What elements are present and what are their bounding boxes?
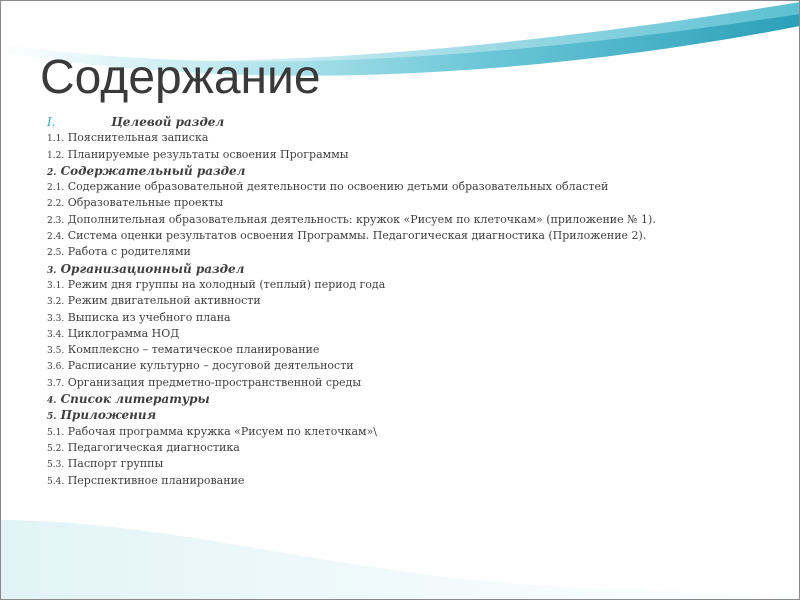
toc-text: Комплексно – тематическое планирование [67, 343, 320, 357]
toc-number: 3.3. [47, 313, 65, 324]
toc-number: 3.1. [47, 280, 65, 291]
toc-text: Педагогическая диагностика [67, 440, 240, 454]
toc-item [47, 358, 747, 374]
toc-section-heading [47, 407, 747, 423]
toc-item [47, 375, 747, 391]
toc-number: 2.4. [47, 232, 65, 243]
toc-text: Образовательные проекты [67, 196, 224, 210]
toc-item [47, 440, 747, 456]
toc-number: 2.1. [47, 183, 65, 194]
toc-number: 4. [47, 396, 57, 407]
toc-number: 2.5. [47, 248, 65, 259]
toc-text: Расписание культурно – досуговой деятельности [67, 359, 354, 373]
toc-item [47, 147, 747, 163]
toc-number: 3.6. [47, 362, 65, 373]
toc-item [47, 473, 747, 489]
toc-text: Режим двигательной активности [67, 294, 261, 308]
toc-text: Приложения [60, 408, 157, 423]
toc-number: 3.5. [47, 346, 65, 357]
toc-section-heading [47, 114, 747, 130]
toc-text: Организация предметно-пространственной среды [67, 375, 362, 389]
toc-item [47, 179, 747, 195]
toc-text: Организационный раздел [60, 261, 245, 276]
toc-text: Содержание образовательной деятельности по освоению детьми образовательных областей [67, 180, 609, 194]
toc-item [47, 195, 747, 211]
toc-text: Целевой раздел [111, 115, 225, 129]
toc-number: 2.3. [47, 215, 65, 226]
toc-number: 3.2. [47, 297, 65, 308]
toc-item [47, 244, 747, 260]
toc-number: 3. [47, 265, 57, 276]
toc-section-heading [47, 261, 747, 277]
toc-number: 5.4. [47, 476, 65, 487]
toc-section-heading [47, 163, 747, 179]
toc-text: Перспективное планирование [67, 473, 245, 487]
toc-number: 1.1. [47, 134, 65, 145]
toc-number: 1.2. [47, 150, 65, 161]
toc-number: 3.4. [47, 329, 65, 340]
toc-item [47, 228, 747, 244]
toc-item [47, 277, 747, 293]
toc-number: 3.7. [47, 378, 65, 389]
toc-text: Пояснительная записка [67, 131, 209, 145]
toc-number: 2.2. [47, 199, 65, 210]
toc-number: 5. [47, 412, 57, 423]
toc-item [47, 424, 747, 440]
toc-number: 5.3. [47, 460, 65, 471]
toc-text: Выписка из учебного плана [67, 310, 231, 324]
toc-item [47, 293, 747, 309]
toc-text: Паспорт группы [67, 457, 164, 471]
toc-text: Содержательный раздел [60, 163, 246, 178]
toc-text: Список литературы [60, 392, 210, 407]
toc-item [47, 130, 747, 146]
toc-item [47, 212, 747, 228]
toc-text: Дополнительная образовательная деятельность: кружок «Рисуем по клеточкам» (приложение № 1). [67, 212, 656, 226]
toc-number: 5.1. [47, 427, 65, 438]
toc-number: 2. [47, 167, 57, 178]
toc-text: Система оценки результатов освоения Программы. Педагогическая диагностика (Приложение 2). [67, 229, 647, 243]
toc-item [47, 342, 747, 358]
toc-text: Планируемые результаты освоения Программы [67, 147, 349, 161]
toc-item [47, 456, 747, 472]
toc-number: I. [47, 115, 56, 129]
slide-title: Содержание [40, 51, 321, 104]
toc-item [47, 310, 747, 326]
toc-section-heading [47, 391, 747, 407]
toc-text: Циклограмма НОД [67, 326, 180, 340]
toc-number: 5.2. [47, 443, 65, 454]
toc-item [47, 326, 747, 342]
toc-text: Режим дня группы на холодный (теплый) период года [67, 277, 386, 291]
table-of-contents [47, 114, 747, 489]
toc-text: Работа с родителями [67, 245, 191, 259]
toc-text: Рабочая программа кружка «Рисуем по клеточкам»\ [67, 424, 378, 438]
